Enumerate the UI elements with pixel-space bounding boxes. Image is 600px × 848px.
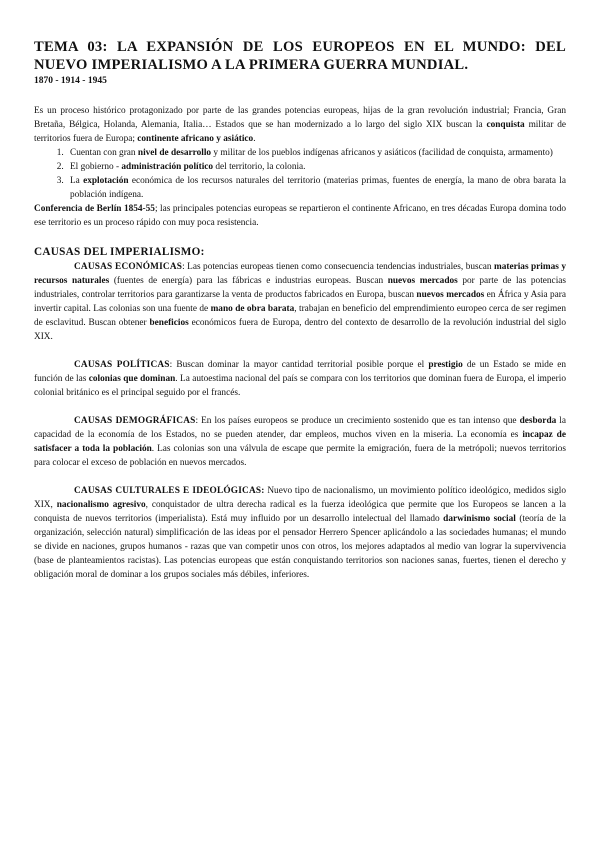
list-item (66, 160, 566, 174)
political-text: . La autoestima nacional del país se compara con los territorios que dominan fuera de Europa, el imperio colonial británico es el principal seguido por el francés. (34, 374, 566, 398)
berlin-paragraph (34, 202, 566, 230)
economic-causes-heading: CAUSAS ECONÓMICAS (74, 262, 183, 272)
intro-text-3: . (253, 134, 256, 144)
cultural-causes-heading: CAUSAS CULTURALES E IDEOLÓGICAS: (74, 486, 265, 496)
economic-bold: materias primas y recursos naturales (34, 262, 566, 286)
political-text: : Buscan dominar la mayor cantidad territorial posible porque el (169, 360, 429, 370)
cultural-causes-paragraph (34, 484, 566, 582)
intro-bold-2: continente africano y asiático (137, 134, 254, 144)
list-item-text: El gobierno - (70, 162, 122, 172)
intro-text-2: militar de territorios fuera de Europa; (34, 120, 566, 144)
economic-text: , trabajan en beneficio del emprendimiento europeo cerca de ser regimen de esclavitud. Buscan obtener (34, 304, 566, 328)
intro-bold-1: conquista (486, 120, 525, 130)
demographic-bold: desborda (519, 416, 557, 426)
cultural-bold: nacionalismo agresivo (56, 500, 146, 510)
document-title: TEMA 03: LA EXPANSIÓN DE LOS EUROPEOS EN EL MUNDO: DEL NUEVO IMPERIALISMO A LA PRIMERA GUERRA MUNDIAL. (34, 39, 566, 73)
list-item-bold: nivel de desarrollo (137, 148, 212, 158)
demographic-causes-heading: CAUSAS DEMOGRÁFICAS (74, 416, 196, 426)
economic-bold: nuevos mercados (387, 276, 458, 286)
demographic-bold: incapaz de satisfacer a toda la población (34, 430, 566, 454)
list-item-text: Cuentan con gran (70, 148, 138, 158)
political-causes-heading: CAUSAS POLÍTICAS (74, 360, 170, 370)
cultural-text: , conquistador de ultra derecha radical es la fuerza ideológica que permite que los Europeos se lancen a la conquista de nuevos territorios (imperialista). Está muy influido por un desarrollo intelectual del llamado (34, 500, 566, 524)
cultural-text: (teoría de la organización, selección natural) simplificación de las ideas por el pensador Herrero Spencer aplicándolo a las sociedades humanas; el mundo se divide en naciones, grupos humanos - razas que van competir unos con otros, los mejores adaptados al medio van lograr la supervivencia (base de planteamientos racistas). Las potencias europeas que están conquistando territorios son naciones sanas, fuertes, tienen el derecho y obligación moral de dominar a los grupos sociales más débiles, inferiores. (34, 514, 566, 580)
cultural-text: Nuevo tipo de nacionalismo, un movimiento político ideológico, medidos siglo XIX, (34, 486, 567, 510)
list-item-text: y militar de los pueblos indígenas africanos y asiáticos (facilidad de conquista, armamento) (211, 148, 553, 158)
causes-heading: CAUSAS DEL IMPERIALISMO: (34, 246, 205, 258)
list-item-text: del territorio, la colonia. (213, 162, 306, 172)
political-causes-paragraph (34, 358, 566, 400)
demographic-text: . Las colonias son una válvula de escape que permite la emigración, fuera de la metrópoli; nuevos territorios para colocar el exceso de población en nuevos mercados. (34, 444, 566, 468)
demographic-text: : En los países europeos se produce un crecimiento sostenido que es tan intenso que (195, 416, 520, 426)
list-item-text: económica de los recursos naturales del territorio (materias primas, fuentes de energía, la mano de obra barata la población indígena. (70, 176, 566, 200)
economic-text: económicos fuera de Europa, dentro del contexto de desarrollo de la revolución industrial del siglo XIX. (34, 318, 566, 342)
political-text: de un Estado se mide en función de las (34, 360, 566, 384)
economic-bold: mano de obra barata (210, 304, 295, 314)
list-item-bold: explotación (83, 176, 129, 186)
economic-bold: beneficios (149, 318, 189, 328)
economic-text: en África y Asia para invertir capital. Las colonias son una fuente de (34, 290, 567, 314)
political-bold: colonias que dominan (88, 374, 176, 384)
demographic-text: la capacidad de la economía de los Estados, no se pueden atender, dar empleos, muchos viven en la miseria. La economía es (34, 416, 566, 440)
intro-text-1: Es un proceso histórico protagonizado por parte de las grandes potencias europeas, hijas de la gran revolución industrial; Francia, Gran Bretaña, Bélgica, Holanda, Alemania, Italia… Estados que se han modernizado a lo largo del siglo XIX buscan la (34, 106, 566, 130)
document-page (34, 38, 566, 582)
political-bold: prestigio (428, 360, 463, 370)
list-item (66, 146, 566, 160)
economic-text: por parte de las potencias industriales, controlar territorios para garantizarse la venta de productos fabricados en Europa, buscan (34, 276, 567, 300)
demographic-causes-paragraph (34, 414, 566, 470)
economic-text: (fuentes de energía) para las fábricas e industrias europeas. Buscan (109, 276, 388, 286)
berlin-bold: Conferencia de Berlín 1854-55 (34, 204, 155, 214)
berlin-text: ; las principales potencias europeas se repartieron el continente Africano, en tres décadas Europa domina todo ese territorio es un proceso rápido con muy poca resistencia. (34, 204, 566, 228)
list-item-text: La (70, 176, 84, 186)
date-range: 1870 - 1914 - 1945 (34, 76, 107, 86)
list-item-bold: administración político (121, 162, 214, 172)
list-item (66, 174, 566, 202)
characteristics-list (34, 146, 566, 202)
economic-bold: nuevos mercados (416, 290, 485, 300)
economic-text: : Las potencias europeas tienen como consecuencia tendencias industriales, buscan (182, 262, 494, 272)
cultural-bold: darwinismo social (443, 514, 516, 524)
intro-paragraph (34, 104, 566, 146)
economic-causes-paragraph (34, 260, 566, 344)
